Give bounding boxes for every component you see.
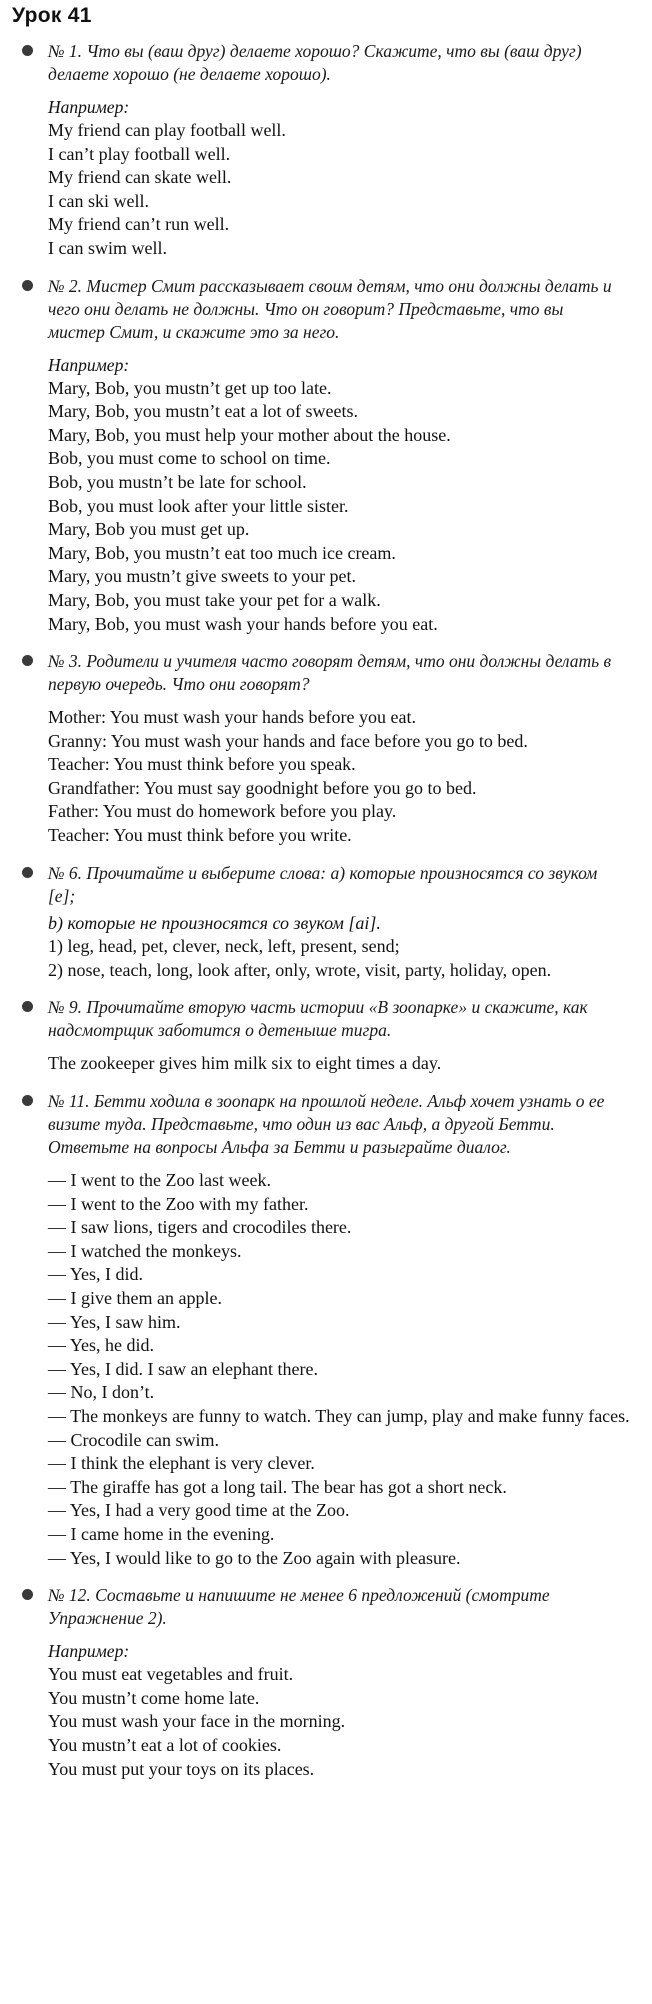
exercise-1 [12, 40, 642, 261]
answer-line: You mustn’t come home late. [48, 1687, 260, 1708]
answer-line: Teacher: You must think before you write. [48, 825, 352, 846]
answer-line: Bob, you must come to school on time. [48, 448, 331, 469]
example-label: Например: [48, 1641, 130, 1662]
exercise-12-task-text: № 12. Составьте и напишите не менее 6 предложений (смотрите Упражнение 2). [48, 1585, 550, 1629]
exercise-2 [12, 275, 642, 637]
answer-line: Mary, Bob you must get up. [48, 519, 250, 540]
dialogue-line: — I watched the monkeys. [48, 1240, 242, 1261]
exercise-11-task-text: № 11. Бетти ходила в зоопарк на прошлой неделе. Альф хочет узнать о ее визите туда. Представьте, что один из вас Альф, а другой Бетти. Ответьте на вопросы Альфа за Бетти и разыграйте диалог. [48, 1091, 605, 1158]
exercise-3 [12, 650, 642, 848]
answer-line: I can swim well. [48, 237, 167, 258]
dialogue-line: — Yes, I did. I saw an elephant there. [48, 1358, 318, 1379]
dialogue-line: — I give them an apple. [48, 1288, 222, 1308]
answer-line: Granny: You must wash your hands and face before you go to bed. [48, 730, 528, 751]
answer-line: 1) leg, head, pet, clever, neck, left, present, send; [48, 936, 400, 957]
answer-line: 2) nose, teach, long, look after, only, wrote, visit, party, holiday, open. [48, 959, 552, 980]
dialogue-line: — Yes, I would like to go to the Zoo again with pleasure. [48, 1547, 461, 1568]
answer-line: Bob, you mustn’t be late for school. [48, 471, 307, 492]
exercise-9-answers [12, 1052, 642, 1076]
answer-line: You must put your toys on its places. [48, 1758, 315, 1779]
answer-line: I can ski well. [48, 190, 149, 211]
dialogue-line: — I came home in the evening. [48, 1523, 275, 1544]
exercise-12-task [12, 1584, 642, 1630]
example-label: Например: [48, 97, 130, 117]
exercise-1-task-text: № 1. Что вы (ваш друг) делаете хорошо? Скажите, что вы (ваш друг) делаете хорошо (не делаете хорошо). [48, 41, 582, 84]
answer-line: Mary, Bob, you mustn’t eat too much ice cream. [48, 542, 396, 563]
answer-line: Mother: You must wash your hands before you eat. [48, 707, 416, 728]
bullet-icon [22, 45, 33, 56]
exercise-11-task [12, 1090, 642, 1159]
answer-line: Mary, Bob, you must wash your hands before you eat. [48, 613, 438, 634]
answer-line: You must wash your face in the morning. [48, 1711, 346, 1732]
exercise-2-task [12, 275, 642, 344]
answer-line: Mary, Bob, you mustn’t eat a lot of sweets. [48, 401, 358, 422]
exercise-9-task-text: № 9. Прочитайте вторую часть истории «В зоопарке» и скажите, как надсмотрщик заботится о детеныше тигра. [48, 997, 588, 1041]
exercise-6-answers [12, 912, 642, 983]
bullet-icon [22, 1589, 33, 1600]
answer-line: Teacher: You must think before you speak. [48, 754, 356, 775]
exercise-11 [12, 1090, 642, 1570]
exercise-3-task [12, 650, 642, 696]
dialogue-line: — Yes, I had a very good time at the Zoo. [48, 1500, 350, 1521]
answer-line: You must eat vegetables and fruit. [48, 1664, 294, 1685]
exercise-3-task-text: № 3. Родители и учителя часто говорят детям, что они должны делать в первую очередь. Что они говорят? [48, 651, 612, 695]
lesson-title: Урок 41 [12, 4, 92, 27]
answer-line: I can’t play football well. [48, 143, 231, 164]
dialogue-line: — Crocodile can swim. [48, 1429, 219, 1450]
answer-line: Grandfather: You must say goodnight before you go to bed. [48, 777, 477, 798]
exercise-6-task [12, 862, 642, 908]
dialogue-line: — I went to the Zoo last week. [48, 1170, 271, 1191]
exercise-12 [12, 1584, 642, 1781]
answer-line: The zookeeper gives him milk six to eight times a day. [48, 1053, 442, 1074]
answer-line: Bob, you must look after your little sister. [48, 495, 349, 516]
exercise-1-task [12, 40, 642, 86]
answer-line: Mary, Bob, you mustn’t get up too late. [48, 377, 332, 398]
bullet-icon [22, 655, 33, 666]
bullet-icon [22, 867, 33, 878]
exercise-9 [12, 996, 642, 1076]
bullet-icon [22, 1001, 33, 1012]
exercise-2-task-text: № 2. Мистер Смит рассказывает своим детям, что они должны делать и чего они делать не должны. Что он говорит? Представьте, что вы мистер Смит, и скажите это за него. [48, 275, 612, 342]
example-label: Например: [48, 354, 130, 375]
answer-line: You mustn’t eat a lot of cookies. [48, 1734, 282, 1755]
answer-line: Father: You must do homework before you play. [48, 801, 397, 822]
exercise-12-answers [12, 1663, 642, 1781]
answer-line: My friend can play football well. [48, 120, 286, 140]
dialogue-line: — No, I don’t. [48, 1382, 155, 1403]
dialogue-line: — Yes, I did. [48, 1264, 144, 1285]
dialogue-line: — I saw lions, tigers and crocodiles there. [48, 1217, 352, 1238]
exercise-1-answers [12, 119, 642, 261]
answer-line: Mary, Bob, you must help your mother about the house. [48, 424, 451, 445]
answer-line: My friend can’t run well. [48, 214, 230, 235]
exercise-9-task [12, 996, 642, 1042]
exercise-6 [12, 862, 642, 983]
exercise-6-task-text: № 6. Прочитайте и выберите слова: a) которые произносятся со звуком [e]; [48, 862, 598, 906]
answer-line: Mary, Bob, you must take your pet for a walk. [48, 589, 381, 610]
exercise-6-subtask: b) которые не произносятся со звуком [ai]. [48, 912, 381, 933]
exercise-11-dialogue [12, 1169, 642, 1570]
bullet-icon [22, 280, 33, 291]
dialogue-line: — Yes, he did. [48, 1335, 155, 1356]
dialogue-line: — The monkeys are funny to watch. They can jump, play and make funny faces. [48, 1405, 630, 1426]
answer-line: Mary, you mustn’t give sweets to your pet. [48, 566, 356, 587]
bullet-icon [22, 1095, 33, 1106]
dialogue-line: — Yes, I saw him. [48, 1311, 181, 1332]
dialogue-line: — I went to the Zoo with my father. [48, 1193, 309, 1214]
exercise-3-answers [12, 706, 642, 848]
exercise-2-answers [12, 377, 642, 637]
dialogue-line: — The giraffe has got a long tail. The bear has got a short neck. [48, 1476, 507, 1497]
dialogue-line: — I think the elephant is very clever. [48, 1453, 315, 1474]
answer-line: My friend can skate well. [48, 167, 232, 188]
